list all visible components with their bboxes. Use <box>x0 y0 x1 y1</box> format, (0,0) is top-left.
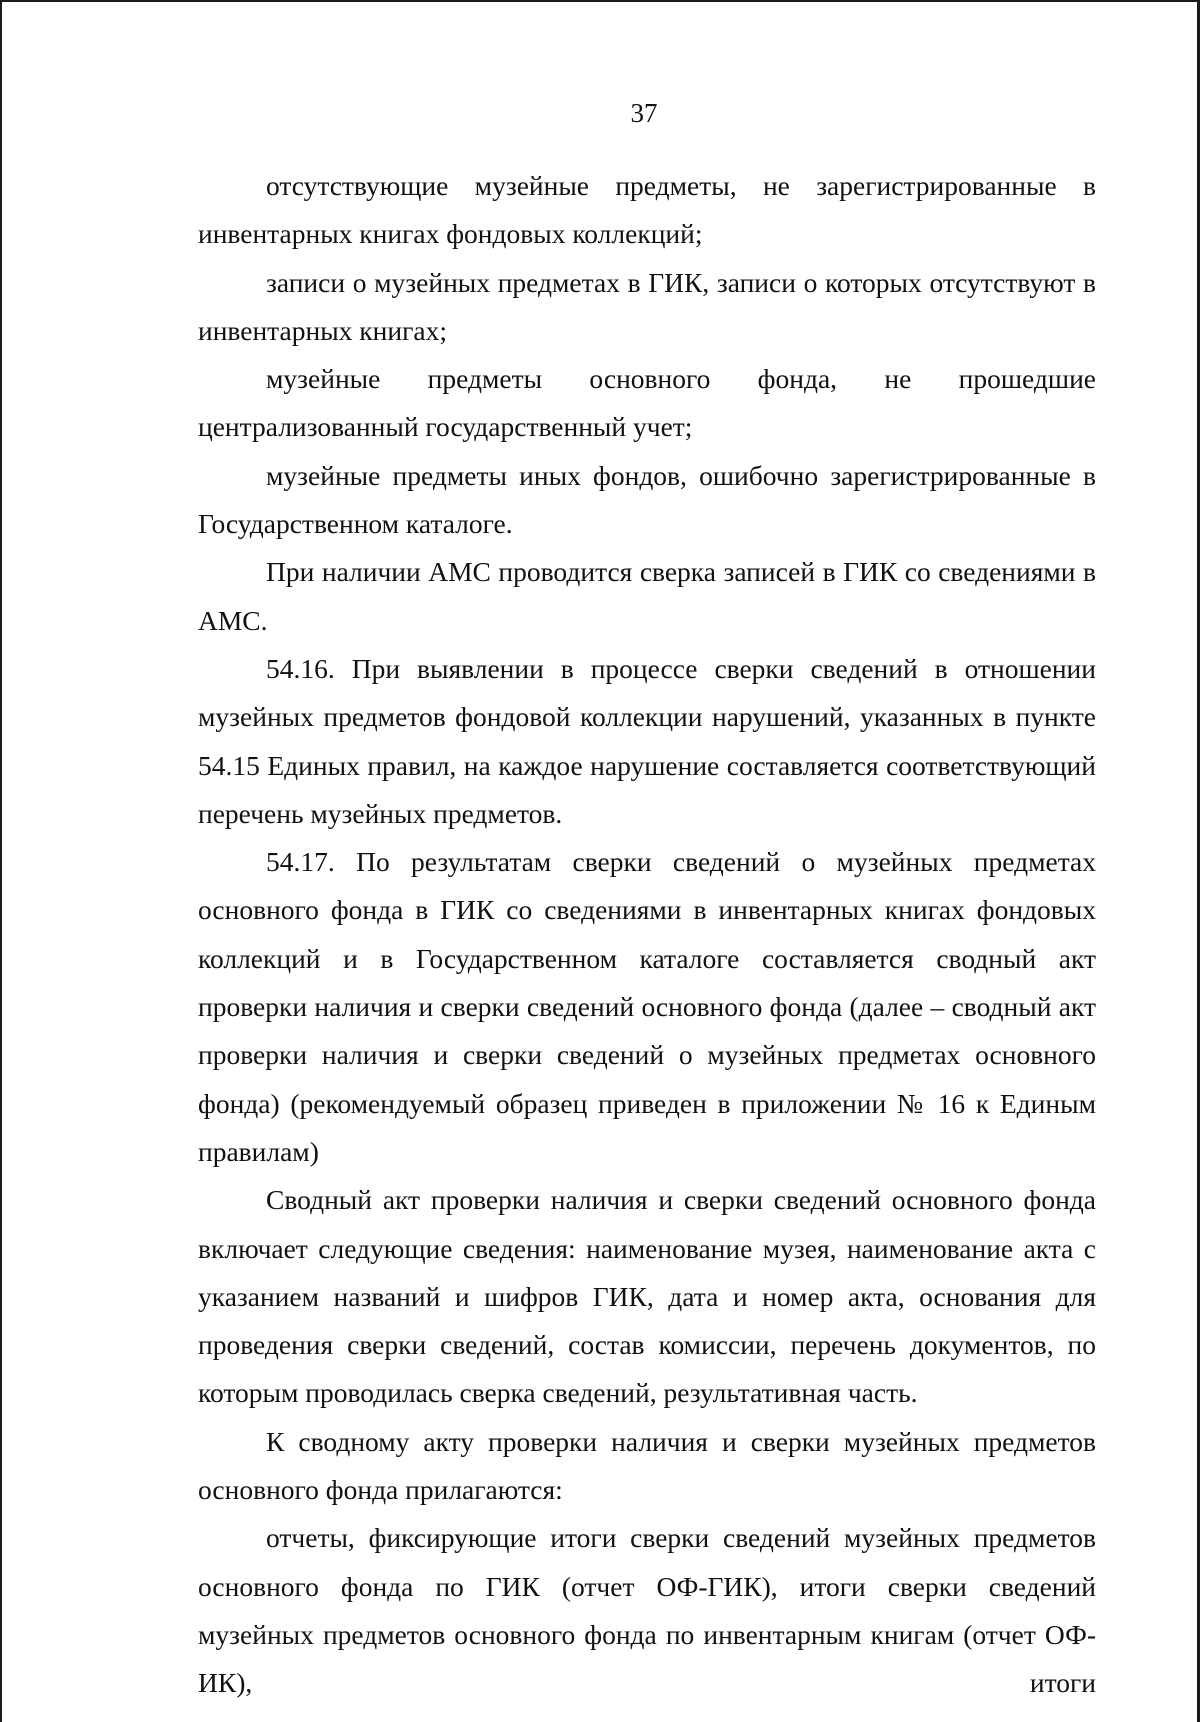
page-number: 37 <box>630 98 658 128</box>
paragraph-reports: отчеты, фиксирующие итоги сверки сведений музейных предметов основного фонда по ГИК (отчет ОФ-ГИК), итоги сверки сведений музейных предметов основного фонда по инвентарным книгам (отчет ОФ-ИК), итоги <box>198 1522 1096 1699</box>
document-body <box>198 162 1096 1708</box>
paragraph-unregistered-main-fund: музейные предметы основного фонда, не прошедшие централизованный государственный учет; <box>198 363 1096 443</box>
paragraph-clause-54-17: 54.17. По результатам сверки сведений о музейных предметах основного фонда в ГИК со сведениями в инвентарных книгах фондовых коллекций и в Государственном каталоге составляется сводный акт проверки наличия и сверки сведений основного фонда (далее – сводный акт проверки наличия и сверки сведений о музейных предметах основного фонда) (рекомендуемый образец приведен в приложении № 16 к Единым правилам) <box>198 846 1096 1167</box>
paragraph-summary-act-contents: Сводный акт проверки наличия и сверки сведений основного фонда включает следующие сведения: наименование музея, наименование акта с указанием названий и шифров ГИК, дата и номер акта, основания для проведения сверки сведений, состав комиссии, перечень документов, по которым проводилась сверка сведений, результативная часть. <box>198 1184 1096 1409</box>
paragraph-other-funds: музейные предметы иных фондов, ошибочно зарегистрированные в Государственном каталоге. <box>198 459 1096 540</box>
paragraph-missing-items: отсутствующие музейные предметы, не зарегистрированные в инвентарных книгах фондовых коллекций; <box>198 170 1096 250</box>
paragraph-gik-records: записи о музейных предметах в ГИК, записи о которых отсутствуют в инвентарных книгах; <box>198 266 1096 346</box>
paragraph-attachments-intro: К сводному акту проверки наличия и сверки музейных предметов основного фонда прилагаются: <box>198 1425 1096 1506</box>
paragraph-clause-54-16: 54.16. При выявлении в процессе сверки сведений в отношении музейных предметов фондовой коллекции нарушений, указанных в пункте 54.15 Единых правил, на каждое нарушение составляется соответствующий перечень музейных предметов. <box>198 652 1096 829</box>
paragraph-ams-reconciliation: При наличии АМС проводится сверка записей в ГИК со сведениями в АМС. <box>198 556 1096 636</box>
